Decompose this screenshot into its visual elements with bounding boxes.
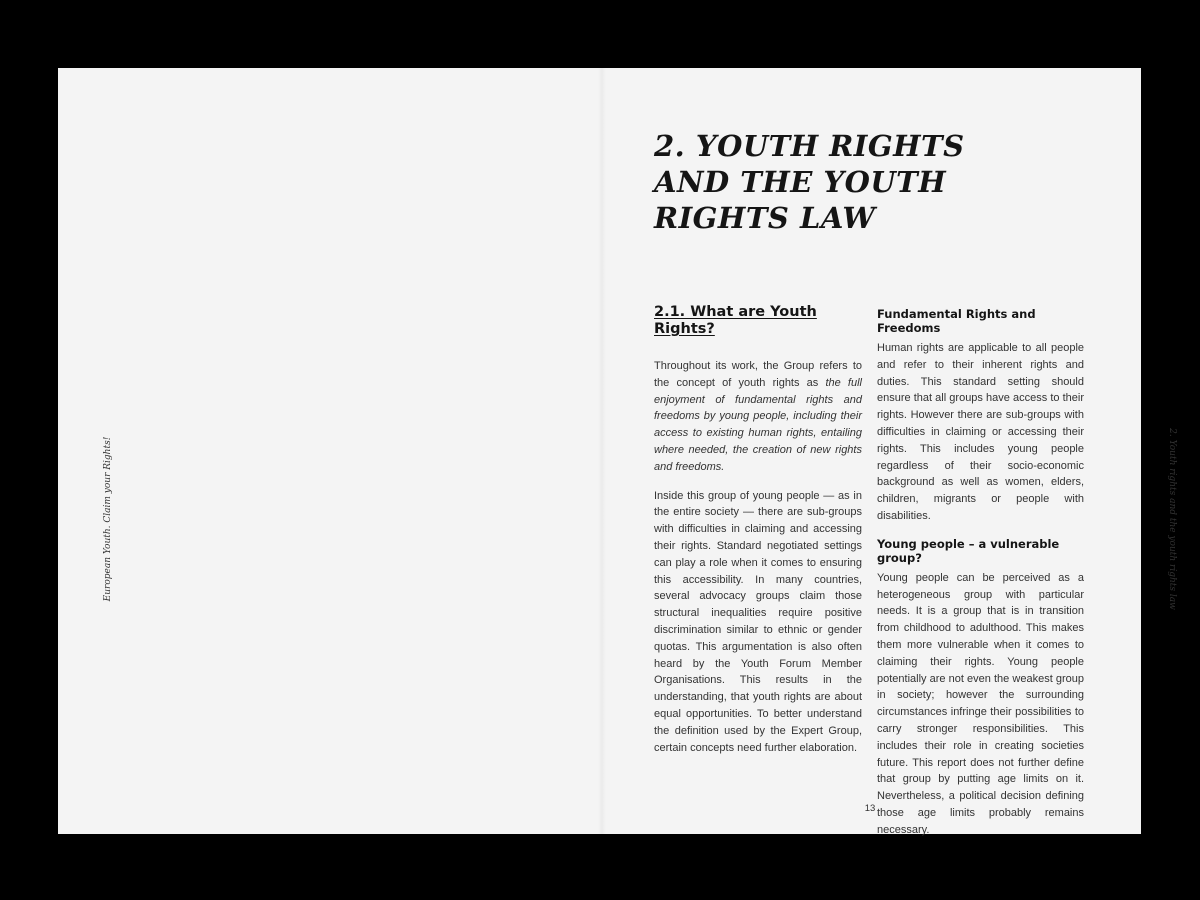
- chapter-title: 2. YOUTH RIGHTS AND THE YOUTH RIGHTS LAW: [654, 129, 965, 235]
- fundamental-rights-heading: Fundamental Rights and Freedoms: [877, 307, 1036, 335]
- vulnerable-group-paragraph: Young people can be perceived as a heterogeneous group with particular needs. It is a group that is in transition from childhood to adulthood. This makes them more vulnerable when it comes to claiming their rights. Young people potentially are not even the weakest group in society; however the surrounding circumstances infringe their possibilities to carry stronger responsibilities. This includes their role in creating societies future. This report does not further define that group by putting age limits on it. Nevertheless, a political decision defining those age limits probably remains necessary.: [877, 571, 1084, 836]
- book-spine: [598, 68, 606, 834]
- section-heading: 2.1. What are Youth Rights?: [654, 304, 817, 337]
- subgroups-paragraph: Inside this group of young people — as in the entire society — there are sub-groups with difficulties in claiming and accessing their rights. Standard negotiated settings can play a role when it comes to ensuring this accessibility. In many countries, several advocacy groups claim those structural inequalities require positive discrimination similar to ethnic or gender quotas. This argumentation is also often heard by the Youth Forum Member Organisations. This results in the understanding, that youth rights are about equal opportunities. To better understand the definition used by the Expert Group, certain concepts need further elaboration.: [654, 489, 862, 754]
- fundamental-rights-paragraph: Human rights are applicable to all people and refer to their inherent rights and duties. This standard setting should ensure that all groups have access to their rights. However there are sub-groups with difficulties in claiming or accessing their rights. This includes young people regardless of their socio-economic background as well as women, elders, children, migrants or people with disabilities.: [877, 342, 1084, 522]
- vulnerable-group-heading: Young people – a vulnerable group?: [877, 536, 1060, 565]
- left-text-column: [654, 304, 862, 768]
- right-running-head: 2. Youth rights and the youth rights law: [1167, 428, 1177, 610]
- right-text-column: [877, 307, 1084, 851]
- left-running-head: European Youth. Claim your Rights!: [103, 436, 113, 602]
- page-number: 13: [864, 803, 876, 814]
- definition-paragraph: [654, 358, 862, 476]
- definition-intro: Throughout its work, the Group refers to the concept of youth rights as: [654, 360, 862, 389]
- definition-italic: the full enjoyment of fundamental rights and freedoms by young people, including their access to existing human rights, entailing where needed, the creation of new rights and freedoms.: [654, 376, 862, 473]
